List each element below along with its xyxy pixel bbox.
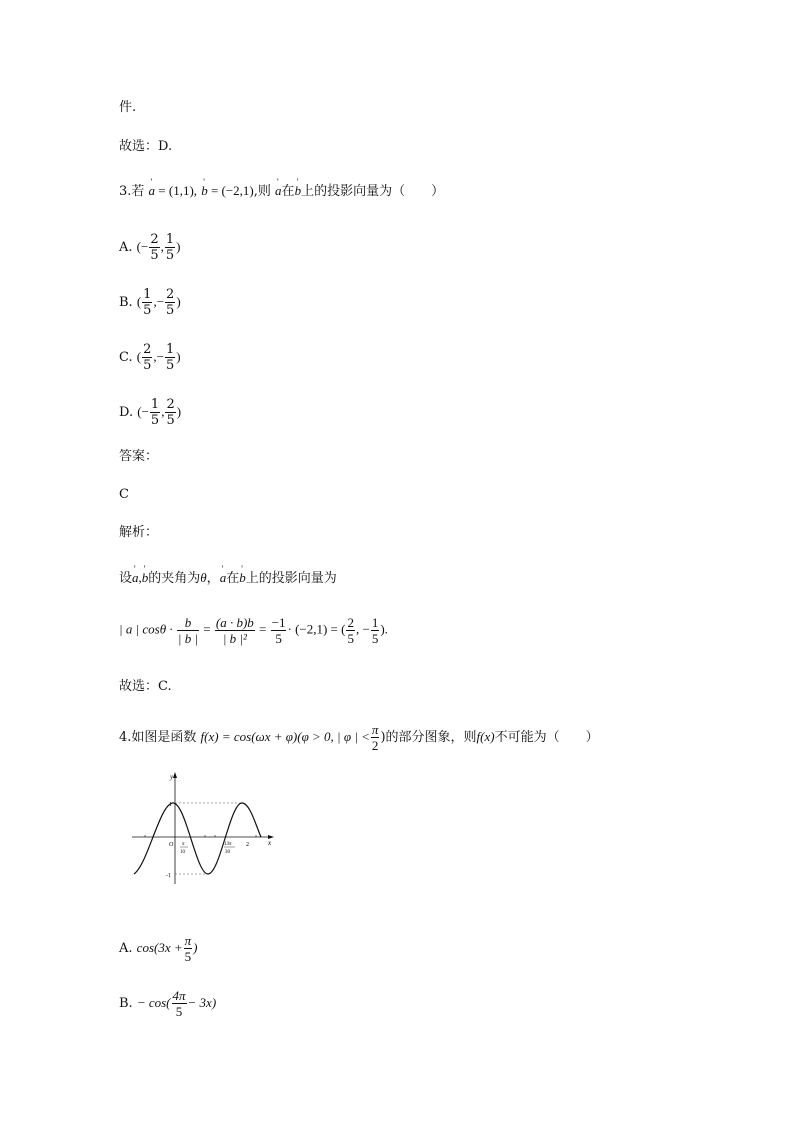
option-open: (	[136, 349, 142, 364]
q4-stem	[119, 722, 599, 753]
option-separator: ,−	[153, 294, 165, 309]
fraction-numerator: 1	[165, 232, 175, 247]
answer-value: C	[119, 487, 129, 502]
x-axis-label: x	[268, 839, 272, 847]
fraction	[165, 232, 175, 263]
option-close: )	[176, 294, 181, 309]
fraction-numerator: 2	[143, 342, 152, 357]
vector-a: ' a	[132, 568, 139, 588]
fraction-numerator: (a · b)b	[215, 615, 254, 630]
fraction-numerator: 2	[166, 287, 175, 302]
tick-pi-over-10-den: 10	[180, 850, 185, 855]
option-letter: B.	[119, 996, 133, 1011]
fraction	[371, 615, 380, 646]
option-close: )	[176, 404, 182, 419]
fraction-denominator: 5	[165, 358, 175, 373]
fraction	[142, 287, 152, 318]
q3-conclusion: 故选：C.	[119, 679, 172, 694]
fraction	[346, 615, 355, 646]
q3-vector-a: ' a	[149, 181, 156, 201]
fraction-denominator: 5	[166, 413, 175, 428]
y-axis-arrow	[173, 772, 177, 778]
y-max-label: 1	[169, 802, 172, 808]
q3-option-a	[119, 232, 181, 263]
q3-stem-suffix: 上的投影向量为（ ）	[301, 184, 445, 199]
y-axis-label: y	[170, 773, 174, 781]
q3-option-b	[119, 287, 181, 318]
formula-separator: , −	[355, 621, 370, 637]
previous-answer: 故选：D.	[119, 139, 173, 154]
tick-13pi-over-30-num: 13π	[224, 842, 232, 847]
option-text: − cos(	[136, 995, 171, 1010]
q3-stem-mid: ,则	[253, 184, 271, 199]
q4-option-a	[119, 933, 197, 964]
fraction	[215, 615, 255, 646]
option-open: (−	[137, 404, 149, 419]
tick-13pi-over-30-den: 30	[225, 850, 230, 855]
q4-function: f(x) = cos(ωx + φ)(φ > 0, | φ | <	[200, 729, 370, 744]
tick-pi-over-10-num: π	[182, 842, 185, 847]
q3-stem-prefix: 3.若	[119, 184, 145, 199]
q3-vector-b-ref: ' b	[295, 181, 302, 201]
fraction	[177, 615, 199, 646]
option-separator: ,	[161, 404, 165, 419]
analysis-text-part: 在	[226, 571, 240, 586]
option-close: )	[176, 349, 181, 364]
fraction-numerator: −1	[271, 615, 286, 630]
fraction	[172, 988, 187, 1019]
option-open: (−	[136, 239, 149, 254]
q3-option-d	[119, 397, 181, 428]
q3-stem	[119, 181, 444, 202]
fraction	[165, 287, 175, 318]
fraction-numerator: 1	[165, 342, 175, 357]
formula-mid: · (−2,1) = (	[287, 621, 346, 637]
q3-vector-b-value: = (−2,1)	[207, 183, 254, 198]
fraction-denominator: 5	[175, 1004, 183, 1019]
fraction-numerator: 2	[166, 397, 175, 412]
q4-fx: f(x)	[476, 729, 495, 744]
answer-label: 答案：	[119, 449, 159, 464]
analysis-text-part: 的夹角为	[148, 571, 201, 586]
cosine-curve	[134, 803, 261, 874]
fraction-numerator: 2	[347, 615, 354, 630]
fraction	[165, 397, 175, 428]
analysis-text-part: 设	[119, 571, 133, 586]
fraction-denominator: 5	[166, 303, 175, 318]
fraction-denominator: 5	[150, 248, 159, 263]
fraction-denominator: 5	[165, 248, 175, 263]
fraction-numerator: b	[177, 615, 199, 631]
fraction-numerator: π	[184, 933, 192, 948]
fraction-denominator: | b |	[177, 631, 199, 646]
q4-option-b	[119, 988, 216, 1019]
fraction-numerator: 1	[371, 615, 379, 630]
q3-vector-a-value: = (1,1),	[155, 183, 198, 198]
q4-stem-suffix: )的部分图象，则	[380, 730, 477, 745]
fraction-denominator: 5	[347, 631, 354, 646]
fraction-denominator: 2	[371, 738, 379, 753]
q3-option-c	[119, 342, 181, 373]
projection-formula	[119, 615, 388, 646]
vector-b: ' b	[239, 568, 246, 588]
fraction	[271, 615, 287, 646]
intro-trailing-text: 件.	[119, 100, 137, 115]
option-letter: C.	[119, 350, 133, 365]
cosine-graph	[128, 768, 278, 886]
equals-sign: =	[259, 621, 267, 637]
vector-a: ' a	[220, 568, 227, 588]
q4-stem-prefix: 4.如图是函数	[119, 730, 197, 745]
option-letter: A.	[119, 240, 133, 255]
fraction-numerator: 2	[150, 232, 159, 247]
option-letter: A.	[119, 941, 133, 956]
q3-vector-a-ref: ' a	[275, 181, 282, 201]
formula-end: ).	[380, 621, 388, 637]
fraction-numerator: 1	[143, 287, 152, 302]
q4-stem-suffix: 不可能为（ ）	[494, 730, 599, 745]
analysis-text-part: 上的投影向量为	[245, 571, 337, 586]
option-letter: D.	[119, 405, 134, 420]
fraction	[149, 232, 159, 263]
option-letter: B.	[119, 295, 133, 310]
option-close: )	[193, 940, 198, 955]
fraction	[142, 342, 152, 373]
equals-sign: =	[203, 621, 211, 637]
formula-lhs: | a | cosθ ·	[119, 621, 173, 637]
analysis-label: 解析：	[119, 525, 159, 540]
fraction-numerator: 4π	[172, 988, 186, 1003]
fraction-numerator: 1	[150, 397, 160, 412]
option-text: cos(3x +	[136, 940, 183, 955]
fraction-denominator: 5	[143, 358, 152, 373]
tick-2-label: 2	[246, 842, 249, 848]
vector-b: ' b	[142, 568, 149, 588]
option-separator: ,−	[153, 349, 164, 364]
y-min-label: -1	[166, 873, 171, 879]
fraction-numerator: π	[371, 722, 379, 737]
option-close: )	[176, 239, 181, 254]
fraction	[371, 722, 380, 753]
fraction	[184, 933, 193, 964]
fraction-denominator: 5	[371, 631, 379, 646]
fraction-denominator: 5	[184, 949, 192, 964]
option-close: − 3x)	[187, 995, 217, 1010]
analysis-text: 设' a,' b的夹角为θ，' a在' b上的投影向量为	[119, 568, 337, 589]
option-separator: ,	[160, 239, 164, 254]
q3-vector-b: ' b	[201, 181, 208, 201]
fraction-denominator: | b |²	[222, 631, 247, 646]
option-open: (	[136, 294, 142, 309]
fraction-denominator: 5	[275, 631, 282, 646]
fraction-denominator: 5	[143, 303, 152, 318]
fraction	[150, 397, 160, 428]
origin-label: O	[169, 842, 174, 848]
q3-in-word: 在	[281, 184, 295, 199]
fraction	[165, 342, 175, 373]
theta-symbol: θ	[200, 570, 207, 585]
fraction-denominator: 5	[150, 413, 160, 428]
